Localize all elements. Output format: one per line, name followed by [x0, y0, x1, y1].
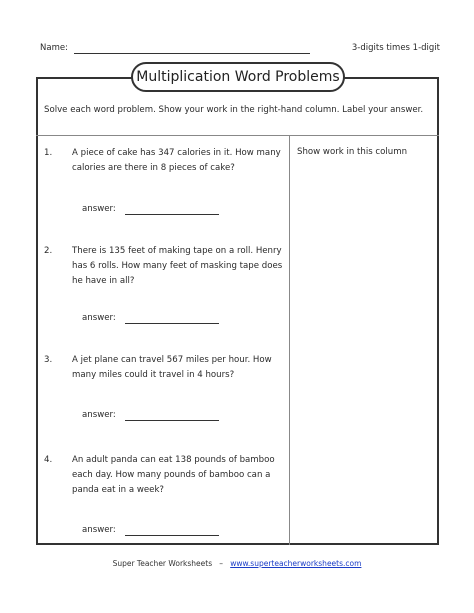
answer-1: [82, 204, 116, 214]
problem-2: [44, 244, 284, 334]
header-divider: [36, 135, 439, 136]
answer-line: [125, 323, 219, 324]
answer-line: [125, 535, 219, 536]
problem-number: 3.: [44, 355, 53, 365]
footer-link[interactable]: www.superteacherworksheets.com: [230, 559, 362, 568]
footer-brand: Super Teacher Worksheets: [112, 559, 213, 568]
worksheet-subtitle: 3-digits times 1-digit: [351, 43, 440, 53]
name-label: Name:: [40, 43, 68, 53]
problem-text: A jet plane can travel 567 miles per hour. How many miles could it travel in 4 hours?: [72, 355, 272, 380]
answer-label: answer:: [82, 410, 116, 420]
name-row: [40, 43, 440, 57]
footer-separator: –: [219, 559, 224, 568]
problem-3: [44, 353, 284, 443]
problem-number: 1.: [44, 148, 53, 158]
answer-line: [125, 420, 219, 421]
instructions: Solve each word problem. Show your work in the right-hand column. Label your answer.: [44, 105, 424, 115]
problem-1: [44, 146, 284, 236]
answer-label: answer:: [82, 525, 116, 535]
problem-number: 2.: [44, 246, 53, 256]
column-divider: [289, 135, 290, 545]
answer-line: [125, 214, 219, 215]
problem-text: An adult panda can eat 138 pounds of bamboo each day. How many pounds of bamboo can a panda eat in a week?: [72, 455, 275, 495]
problem-number: 4.: [44, 455, 53, 465]
worksheet-title: [131, 62, 345, 92]
footer: [0, 559, 474, 568]
answer-2: [82, 313, 116, 323]
answer-4: [82, 525, 116, 535]
problem-text: A piece of cake has 347 calories in it. How many calories are there in 8 pieces of cake?: [72, 148, 281, 173]
worksheet-title-text: Multiplication Word Problems: [136, 69, 340, 85]
name-line: [74, 53, 310, 54]
answer-label: answer:: [82, 313, 116, 323]
answer-3: [82, 410, 116, 420]
work-column-label: Show work in this column: [297, 147, 408, 157]
answer-label: answer:: [82, 204, 116, 214]
problem-4: [44, 453, 284, 543]
problem-text: There is 135 feet of making tape on a roll. Henry has 6 rolls. How many feet of masking tape does he have in all?: [72, 246, 283, 286]
